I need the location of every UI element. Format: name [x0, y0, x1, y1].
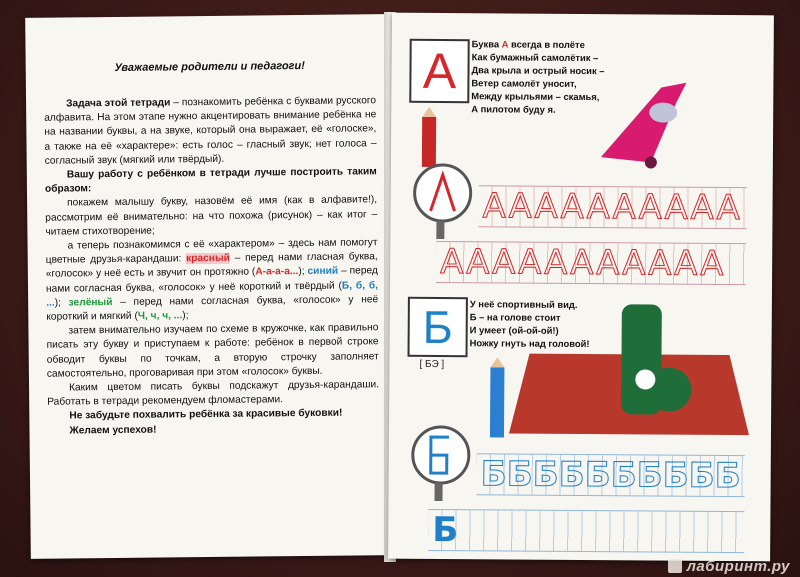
- letter-b-box: Б: [408, 297, 468, 357]
- paragraph-6: Каким цветом писать буквы подскажут друзья-карандаши. Работать в тетради рекомендуем фломастерами.: [47, 379, 380, 408]
- paragraph-5: затем внимательно изучаем по схеме в кружочке, как правильно писать эту букву и приступаем к работе: ребёнок в первой строке обводит буквы по точкам, а вторую строчку заполняет самостоятельно, проговаривая при этом «голосок» буквы.: [46, 322, 379, 380]
- rabbit-pilot: [649, 102, 677, 122]
- practice-letter: Б: [558, 454, 585, 496]
- wheel: [645, 156, 657, 168]
- paragraph-4: [46, 236, 379, 325]
- magnifier-handle-b: [435, 483, 443, 501]
- practice-letter: А: [570, 242, 594, 284]
- red-pencil-tip: [422, 107, 436, 117]
- practice-letter: Б: [506, 454, 533, 495]
- paragraph-3: покажем малышу букву, назовём её имя (как в алфавите!), рассмотрим её внимательно: на что похожа (рисунок) – как итог – читаем стихотворение;: [45, 194, 378, 238]
- practice-letter: А: [648, 243, 672, 284]
- paragraph-7: Не забудьте похвалить ребёнка за красивые буковки!: [69, 408, 343, 422]
- poem-a-line: А пилотом буду я.: [471, 103, 556, 115]
- poem-a-highlight: А: [501, 38, 509, 50]
- letter-b-tracing-line-2: [428, 509, 744, 553]
- poem-b-line: Б – на голове стоит: [469, 311, 561, 323]
- poem-b-line: Ножку гнуть над головой!: [469, 337, 590, 350]
- blue-pencil-character: [485, 357, 510, 447]
- practice-letter: Б: [636, 455, 663, 496]
- plane-letter-a-illustration: [591, 72, 722, 173]
- blue-pencil-body: [490, 367, 504, 437]
- pink-letter-shape: [601, 82, 687, 163]
- p4g: );: [182, 310, 189, 322]
- red-pencil-body: [422, 117, 436, 167]
- practice-letter: Б: [688, 455, 715, 496]
- poem-b-line: У неё спортивный вид.: [469, 298, 578, 310]
- practice-letter: Б: [610, 455, 637, 496]
- p1-rest: – познакомить ребёнка с буквами русского алфавита. На этом этапе нужно акцентировать внимание ребёнка не на названии буквы, а на звуке, который она выражает, её «голоске», а также на её «характере»: есть голос – гласный звук; нет голоса – согласный звук (мягкий или твёрдый).: [44, 95, 377, 167]
- practice-letter: А: [612, 187, 636, 228]
- green-sound: Ч, ч, ч, ...: [137, 310, 183, 322]
- practice-letter: А: [508, 186, 532, 227]
- watermark-text: лабиринт.ру: [686, 558, 790, 575]
- practice-letter: Б: [532, 454, 559, 495]
- practice-letter: А: [638, 187, 662, 228]
- p1-bold: Задача этой тетради: [66, 97, 171, 110]
- p4b: – перед нами гласная буква, «голосок» у неё есть и звучит он протяжно (: [45, 251, 378, 281]
- right-page: [388, 13, 774, 562]
- p4f: – перед нами согласная буква, «голосок» у неё короткий и мягкий (: [46, 294, 379, 323]
- practice-letter: А: [466, 242, 490, 283]
- paragraph-2: Вашу работу с ребёнком в тетради лучше построить таким образом:: [44, 166, 377, 195]
- practice-letter: А: [544, 242, 568, 283]
- green-word: зелёный: [68, 296, 113, 309]
- practice-letter: А: [622, 243, 646, 284]
- practice-letter: А: [674, 243, 698, 284]
- poem-a: [471, 37, 605, 116]
- labirint-logo-icon: [668, 559, 682, 573]
- p4a: а теперь познакомимся с её «характером» – здесь нам помогут цветные друзья-карандаши:: [45, 237, 378, 266]
- practice-letter: Б: [432, 509, 459, 551]
- blue-word: синий: [307, 266, 339, 278]
- practice-letter: А: [482, 186, 506, 227]
- practice-letter: Б: [480, 454, 507, 495]
- left-page: [25, 14, 393, 559]
- labirint-watermark: [668, 558, 790, 575]
- practice-letter: Б: [714, 455, 741, 497]
- practice-letter: А: [716, 187, 740, 229]
- practice-letter: А: [440, 242, 464, 283]
- practice-letter: Б: [584, 455, 611, 496]
- practice-letter: А: [492, 242, 516, 283]
- letter-b-pronunciation: [ БЭ ]: [419, 358, 445, 371]
- practice-letter: А: [700, 243, 724, 284]
- practice-letter: А: [596, 243, 620, 284]
- red-sound: А-а-а-а...: [255, 266, 299, 278]
- letter-a-box: А: [409, 39, 469, 103]
- poem-a-line: Два крыла и острый носик –: [471, 64, 605, 77]
- poem-a-line: Как бумажный самолётик –: [471, 51, 599, 64]
- poem-b-line: И умеет (ой-ой-ой!): [469, 324, 559, 336]
- practice-letter: А: [586, 187, 610, 228]
- eye: [635, 369, 655, 389]
- letter-a-tracing-line-2: [436, 241, 746, 285]
- page-heading: Уважаемые родители и педагоги!: [114, 59, 305, 74]
- letter-a-tracing-line-1: [478, 185, 746, 229]
- p4c: );: [298, 266, 308, 278]
- blue-pencil-tip: [490, 357, 504, 367]
- practice-letter: А: [560, 186, 584, 228]
- magnifier-a-scheme: [410, 161, 475, 241]
- poem-a-line: Между крыльями – скамья,: [471, 90, 600, 103]
- practice-letter: А: [664, 187, 688, 228]
- p4d: – перед нами согласная буква, «голосок» у неё короткий и твёрдый (: [45, 265, 378, 295]
- paragraph-8: Желаем успехов!: [69, 424, 157, 437]
- practice-letter: А: [690, 187, 714, 228]
- practice-letter: А: [534, 186, 558, 227]
- magnifier-b-scheme: [408, 423, 473, 503]
- instructions-text: [44, 94, 380, 438]
- poem-a-line: Ветер самолёт уносит,: [471, 77, 577, 89]
- poem-a-line: Буква А всегда в полёте: [471, 38, 585, 51]
- practice-letter: Б: [662, 455, 689, 496]
- p4e: );: [54, 297, 69, 309]
- paragraph-1: [44, 94, 377, 168]
- blue-sound: Б, б, б, ...: [46, 279, 379, 309]
- letter-b-illustration: [509, 294, 750, 446]
- magnifier-handle: [436, 221, 444, 239]
- letter-b-tracing-line-1: [477, 453, 745, 497]
- practice-letter: А: [518, 242, 542, 283]
- red-word: красный: [186, 253, 230, 265]
